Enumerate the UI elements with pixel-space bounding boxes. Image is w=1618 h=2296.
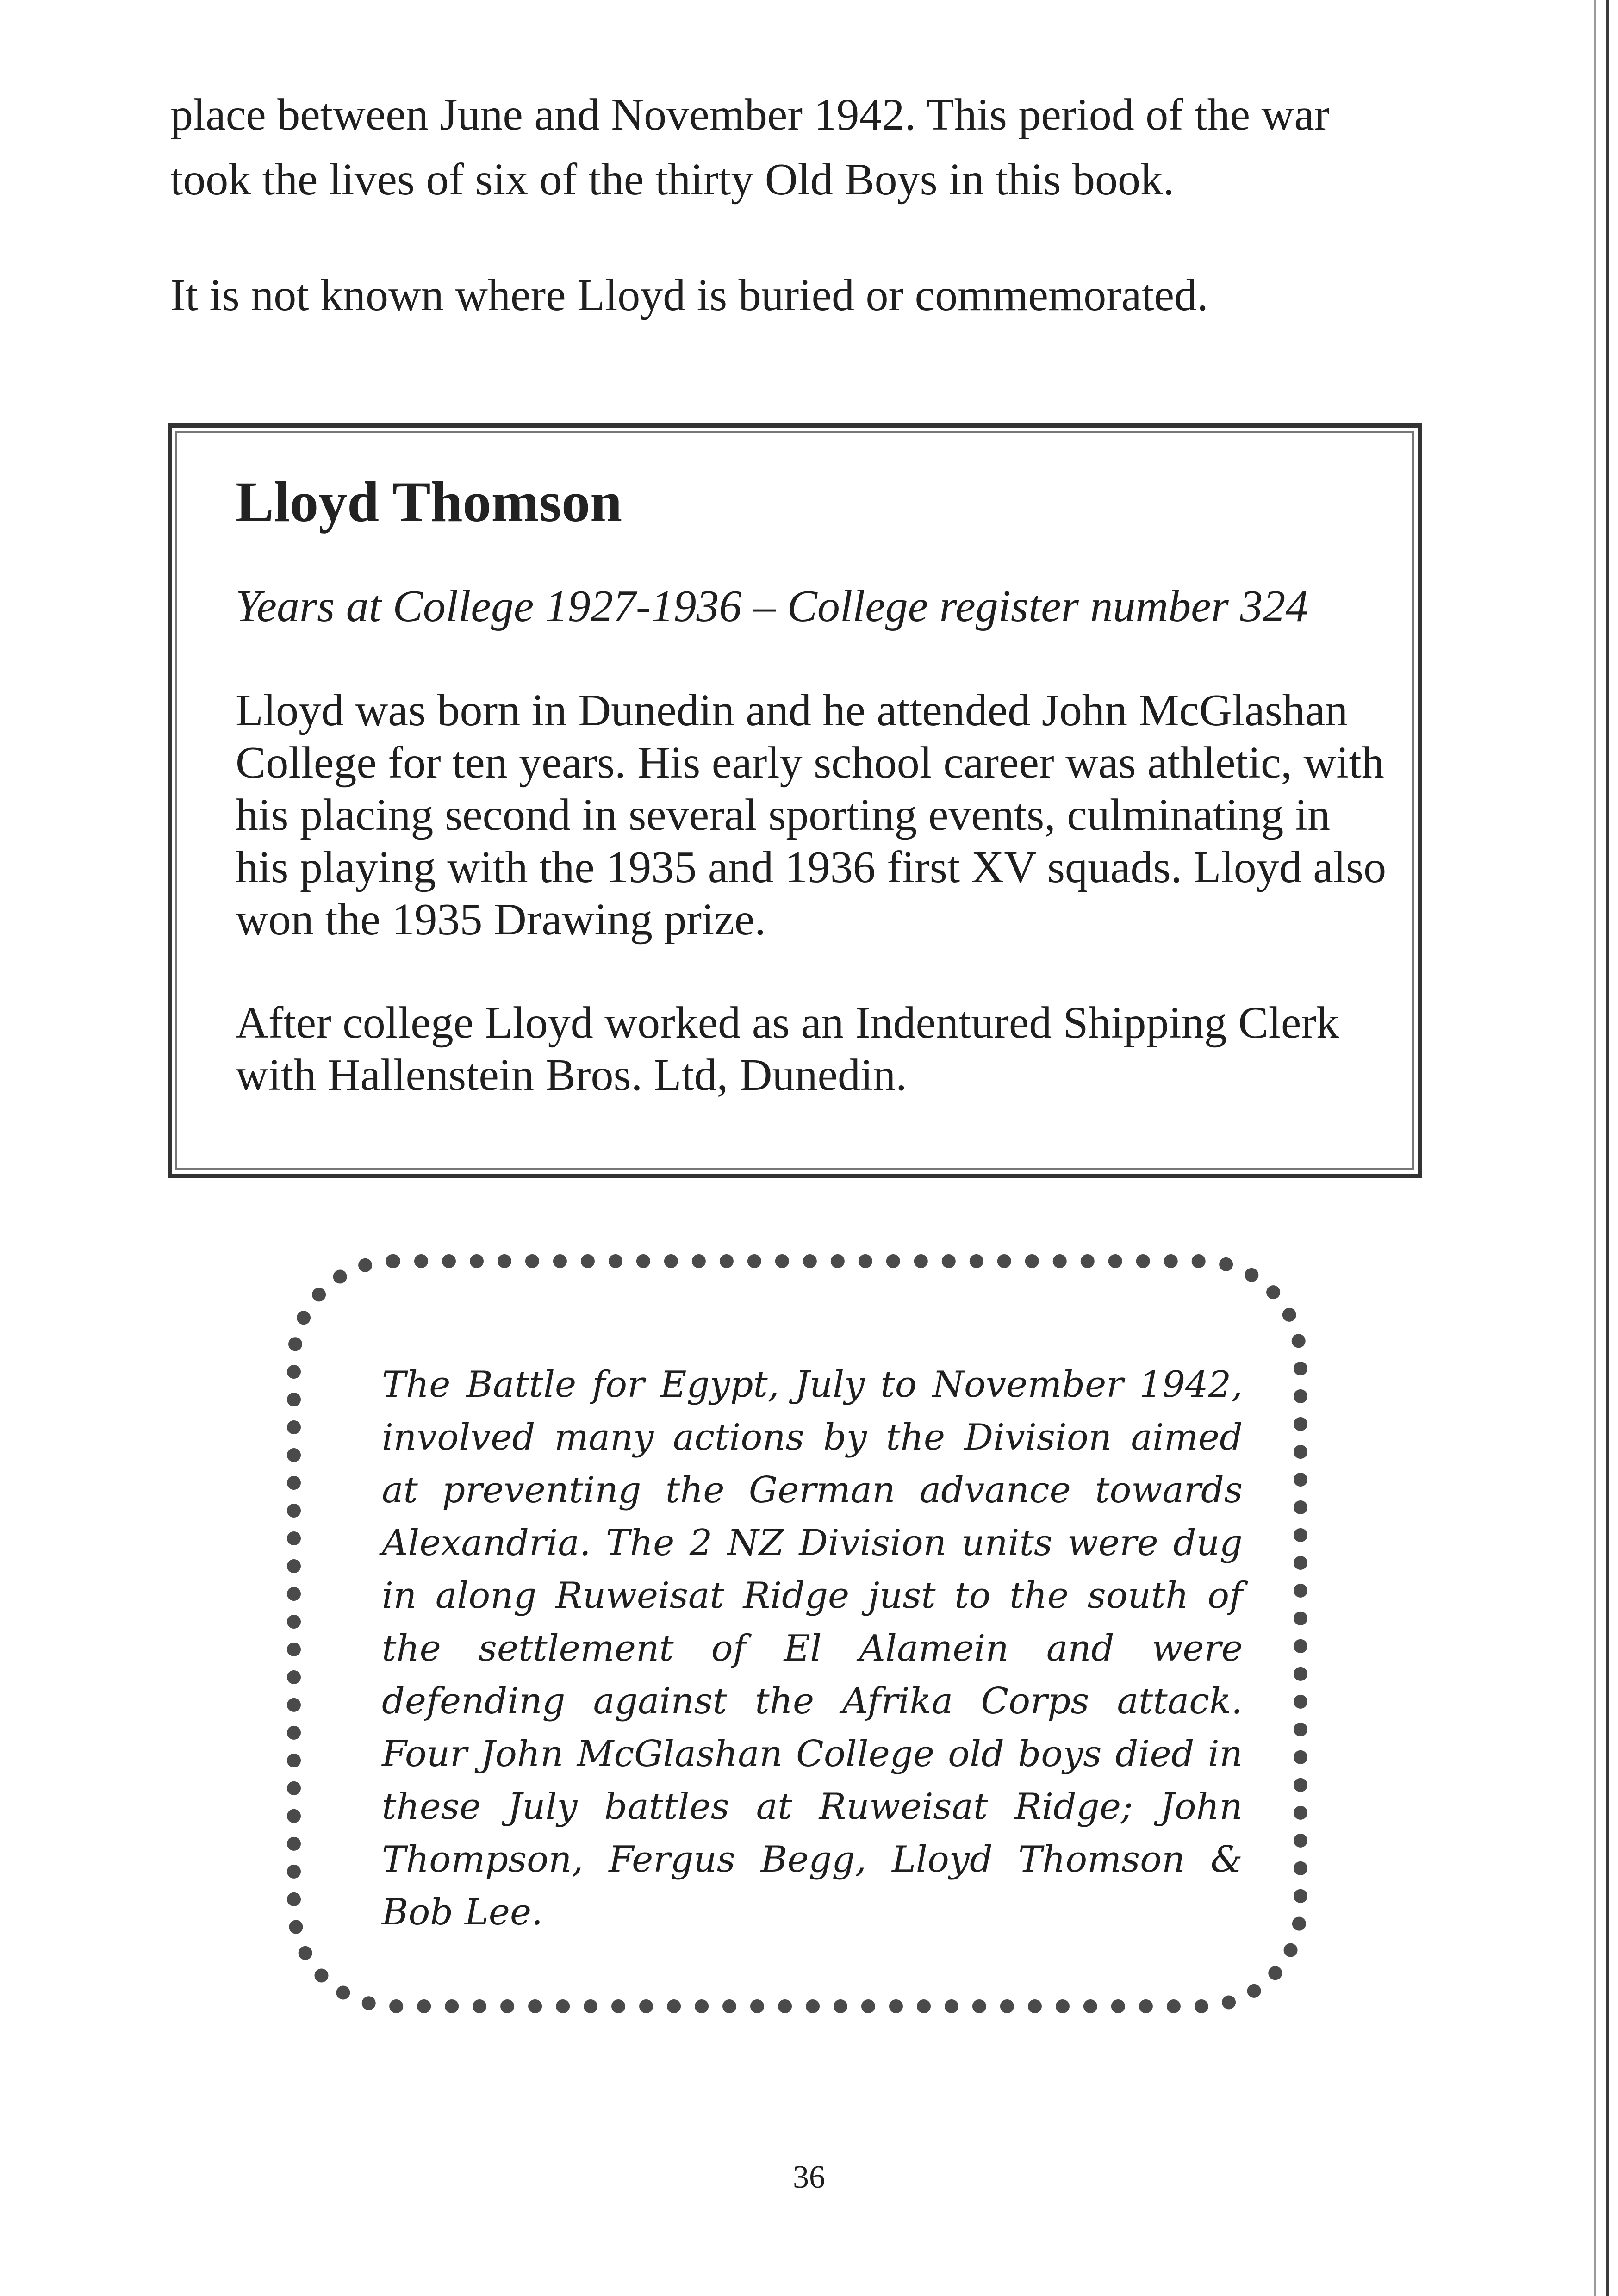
biography-box [168,423,1422,1178]
biography-subtitle: Years at College 1927-1936 – College register number 324 [236,581,1308,631]
biography-paragraph-school: Lloyd was born in Dunedin and he attended John McGlashan College for ten years. His early school career was athletic, with his placing second in several sporting events, culminating in his playing with the 1935 and 1936 first XV squads. Lloyd also won the 1935 Drawing prize. [236,685,1387,945]
intro-text [170,82,1420,328]
page-edge-binding [1606,0,1609,2296]
page-edge-line [1594,0,1596,2296]
intro-paragraph-war-period: place between June and November 1942. This period of the war took the lives of six of the thirty Old Boys in this book. [170,90,1330,205]
biography-paragraph-career: After college Lloyd worked as an Indentured Shipping Clerk with Hallenstein Bros. Ltd, Dunedin. [236,998,1339,1100]
biography-name-heading: Lloyd Thomson [236,470,622,534]
intro-paragraph-burial: It is not known where Lloyd is buried or commemorated. [170,270,1208,320]
page-number: 36 [793,2159,825,2195]
battle-note-text: The Battle for Egypt, July to November 1942, involved many actions by the Division aimed at preventing the German advance towards Alexandria. The 2 NZ Division units were dug in along Ruweisat Ridge just to the south of the settlement of El Alamein and were defending against the Afrika Corps attack. Four John McGlashan College old boys died in these July battles at Ruweisat Ridge; John Thompson, Fergus Begg, Lloyd Thomson & Bob Lee. [382,1364,1243,1933]
battle-note-box [287,1254,1307,2013]
